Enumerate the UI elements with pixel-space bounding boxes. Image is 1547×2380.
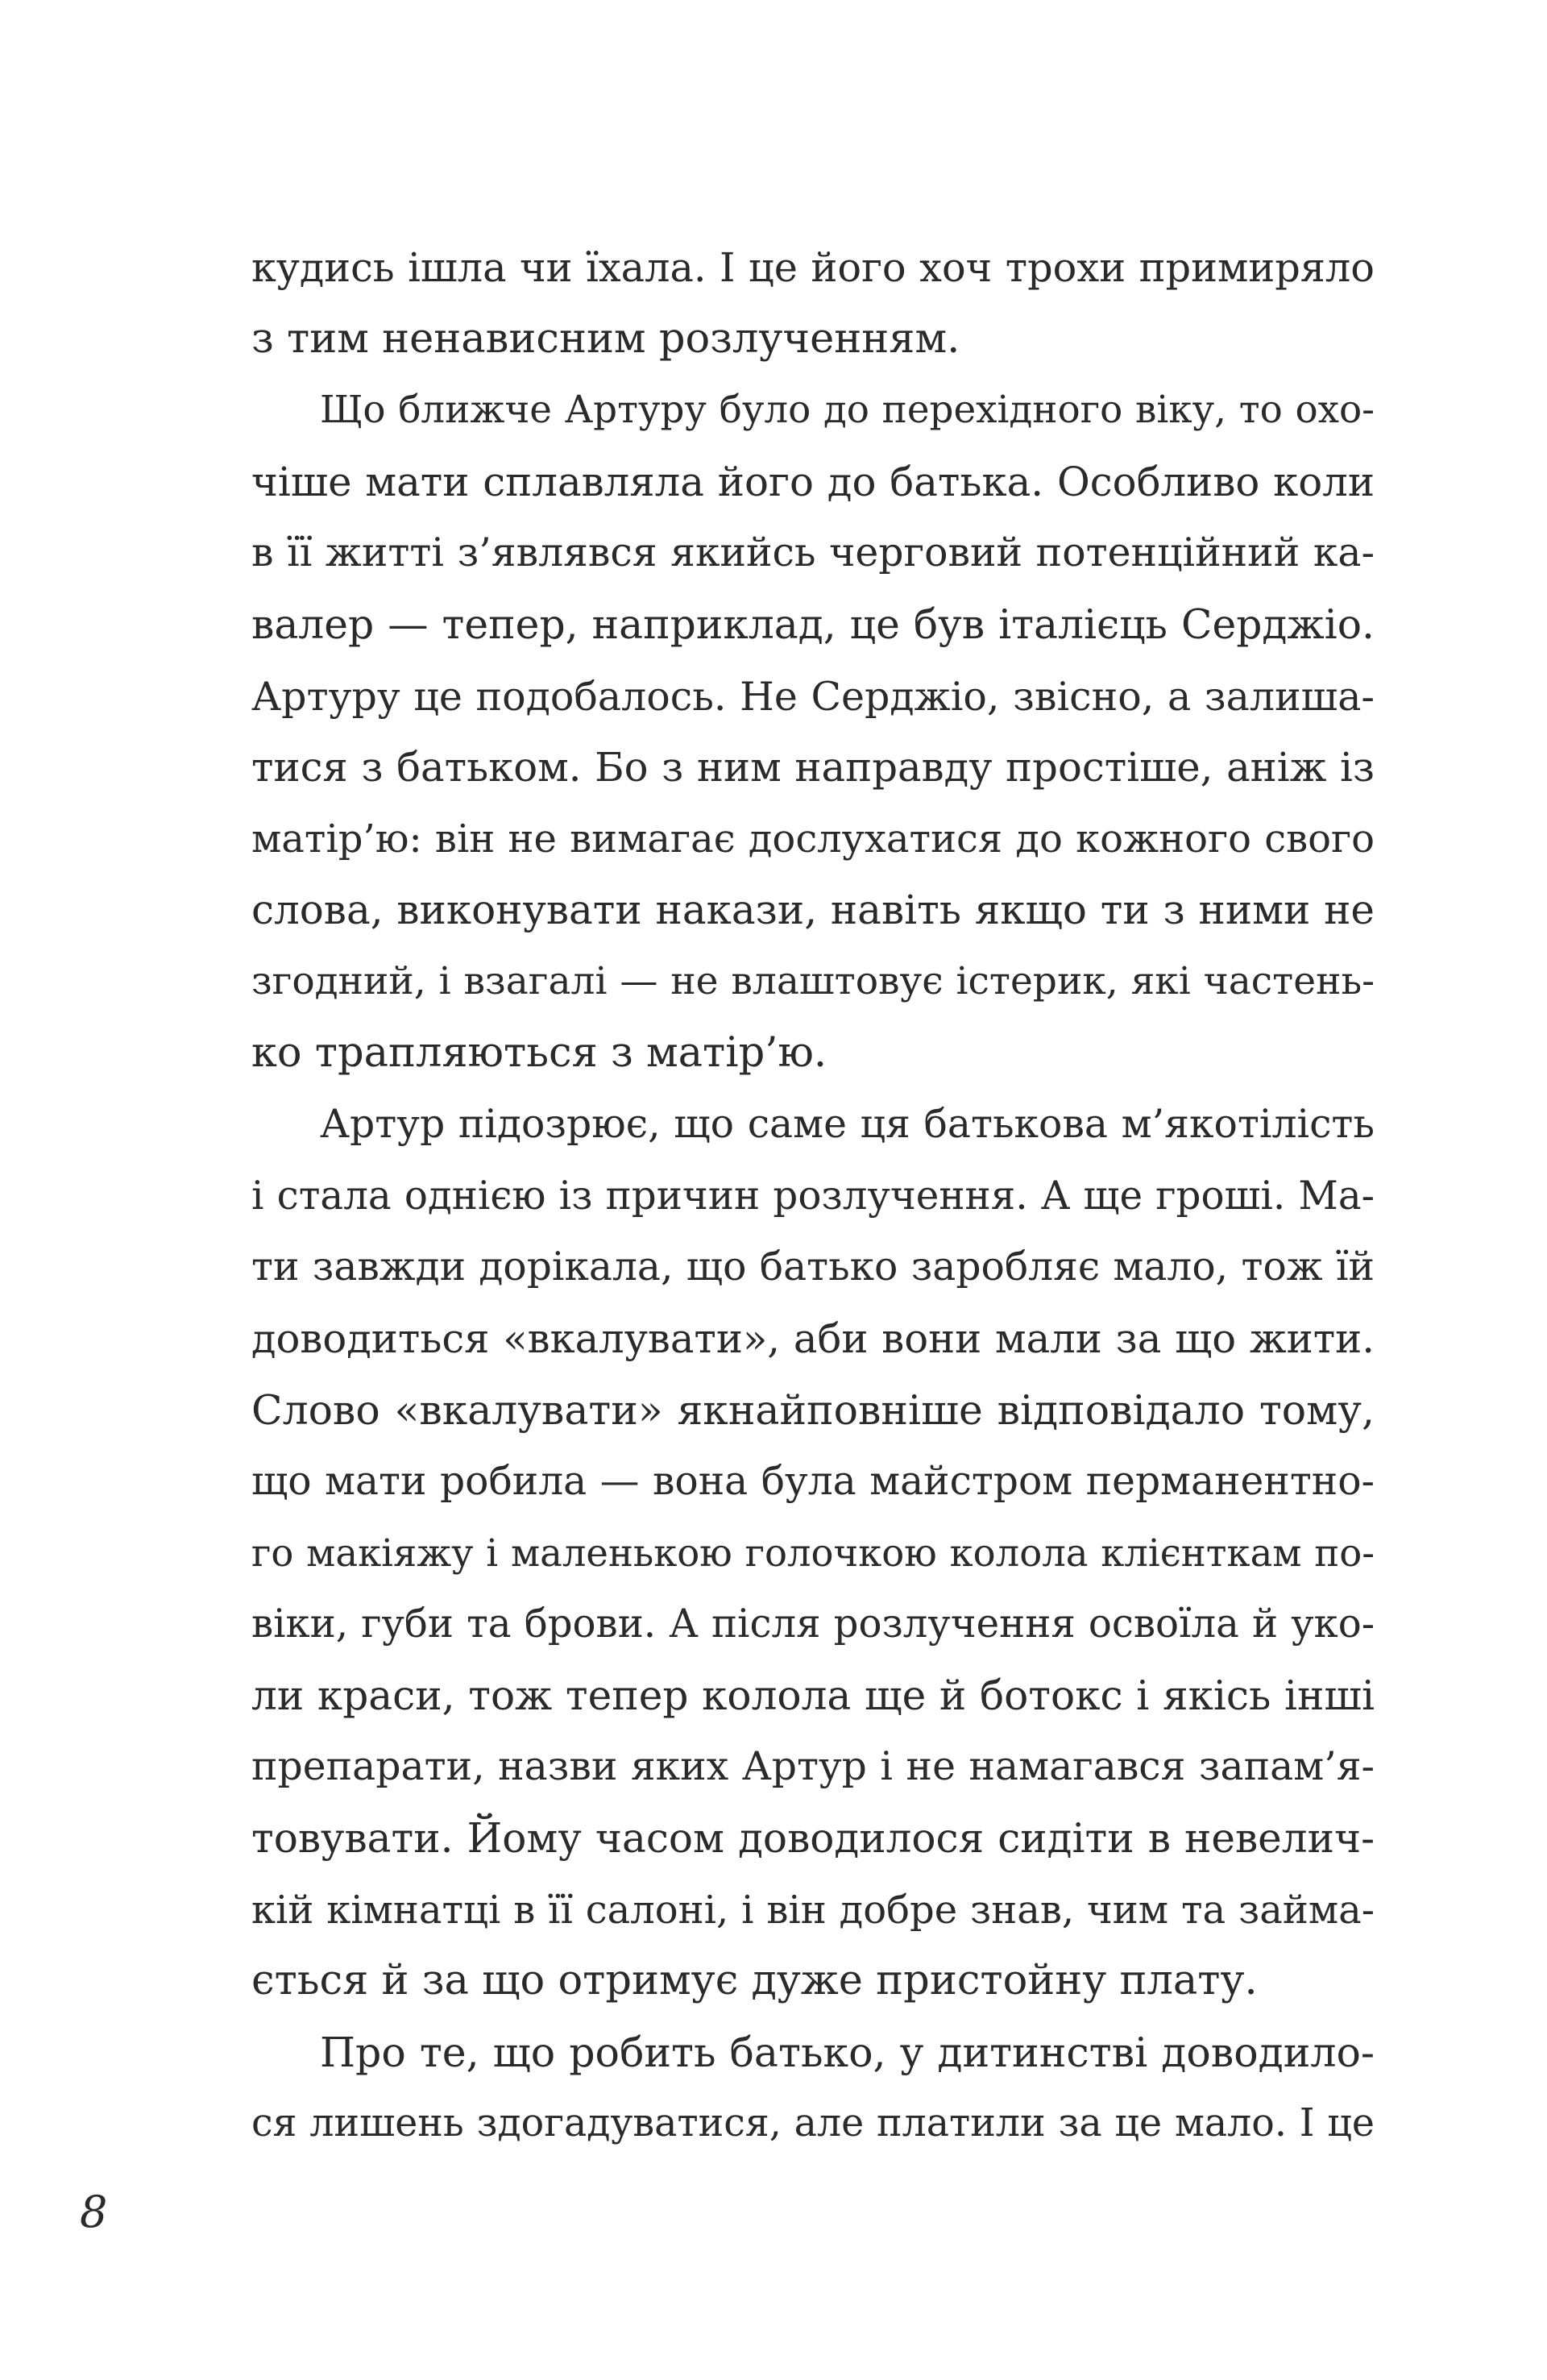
text-line: ся лишень здогадуватися, але платили за це мало. І це [251, 2101, 1375, 2146]
text-line: що мати робила — вона була майстром перманентно- [251, 1459, 1375, 1505]
paragraph [251, 375, 1375, 1089]
text-line: доводиться «вкалувати», аби вони мали за що жити. [251, 1315, 1375, 1362]
text-line: Слово «вкалувати» якнайповніше відповідало тому, [251, 1385, 1375, 1434]
text-line: і стала однією із причин розлучення. А ще гроші. Ма- [251, 1173, 1375, 1219]
text-line: ти завжди дорікала, що батько заробляє мало, тож їй [251, 1244, 1375, 1290]
page-body [251, 232, 1375, 2160]
text-line: Артуру це подобалось. Не Серджіо, звісно, а залиша- [251, 672, 1375, 720]
text-line: віки, губи та брови. А після розлучення освоїла й уко- [251, 1601, 1375, 1647]
text-line: товувати. Йому часом доводилося сидіти в невелич- [251, 1815, 1375, 1863]
text-line: з тим ненависним розлученням. [251, 314, 960, 363]
paragraph [251, 1089, 1375, 2017]
text-line: го макіяжу і маленькою голочкою колола клієнткам по- [251, 1531, 1375, 1575]
text-line: ли краси, тож тепер колола ще й ботокс і якісь інші [251, 1671, 1375, 1719]
text-line: ко трапляються з матір’ю. [251, 1028, 827, 1077]
text-line: валер — тепер, наприклад, це був італієць Серджіо. [251, 600, 1375, 648]
text-line: Про те, що робить батько, у дитинстві доводило- [320, 2028, 1375, 2076]
text-line: слова, виконувати накази, навіть якщо ти з ними не [251, 887, 1375, 934]
text-line: Артур підозрює, що саме ця батькова м’якотілість [320, 1101, 1375, 1148]
text-line: ється й за що отримує дуже пристойну плату. [251, 1957, 1258, 2005]
text-line: кій кімнатці в її салоні, і він добре знав, чим та займа- [251, 1887, 1375, 1933]
text-line: матір’ю: він не вимагає дослухатися до кожного свого [251, 816, 1375, 862]
paragraph [251, 232, 1375, 375]
text-line: в її житті з’являвся якийсь черговий потенційний ка- [251, 530, 1375, 576]
page-number: 8 [80, 2187, 108, 2237]
text-line: згодний, і взагалі — не влаштовує істерик, які частень- [251, 958, 1375, 1003]
text-line: тися з батьком. Бо з ним направду простіше, аніж із [251, 744, 1375, 791]
text-line: чіше мати сплавляла його до батька. Особливо коли [251, 458, 1375, 505]
text-line: препарати, назви яких Артур і не намагався запам’я- [251, 1743, 1375, 1790]
text-line: кудись ішла чи їхала. І це його хоч трохи примиряло [251, 244, 1375, 291]
paragraph [251, 2017, 1375, 2160]
text-line: Що ближче Артуру було до перехідного віку, то охо- [320, 388, 1375, 433]
